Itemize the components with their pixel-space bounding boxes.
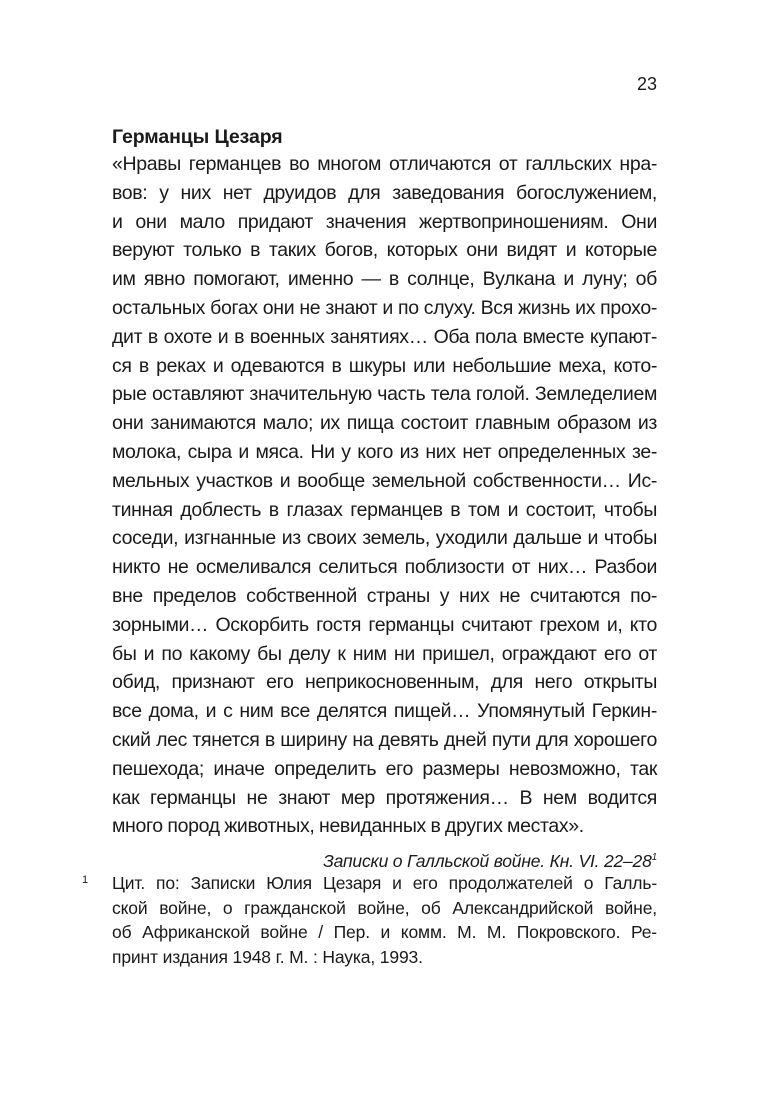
footnote (82, 871, 657, 969)
quote-line: ский лес тянется в ширину на девять дней пути для хорошего (112, 728, 657, 751)
quote-line: вов: у них нет друидов для заведования богослужением, (112, 181, 657, 204)
footnote-reference[interactable]: 1 (651, 852, 657, 864)
source-citation: Записки о Галльской войне. Кн. VI. 22–28 (323, 851, 652, 872)
quote-line: молока, сыра и мяса. Ни у кого из них нет определенных зе- (112, 440, 657, 463)
quote-line: остальных богах они не знают и по слуху. Вся жизнь их прохо- (112, 296, 657, 319)
quote-line: никто не осмеливался селиться поблизости от них… Разбои (112, 556, 657, 579)
quote-line: как германцы не знают мер протяжения… В нем водится (112, 786, 657, 809)
quote-line: и они мало придают значения жертвоприношениям. Они (112, 210, 657, 233)
quote-line: «Нравы германцев во многом отличаются от галльских нра- (112, 153, 657, 175)
footnote-line: Цит. по: Записки Юлия Цезаря и его продолжателей о Галль- (112, 873, 657, 893)
footnote-line: об Африканской войне / Пер. и комм. М. М. Покровского. Ре- (112, 922, 657, 942)
quote-line: ся в реках и одеваются в шкуры или небольшие меха, кото- (112, 354, 657, 377)
quote-line: обид, признают его неприкосновенным, для него открыты (112, 671, 657, 694)
footnote-line: ской войне, о гражданской войне, об Александрийской войне, (112, 897, 657, 918)
quote-line: веруют только в таких богов, которых они видят и которые (112, 239, 657, 262)
footnote-marker: 1 (82, 874, 89, 886)
quote-line: рые оставляют значительную часть тела голой. Земледелием (112, 383, 657, 406)
section-heading: Германцы Цезаря (112, 126, 283, 148)
footnote-line: принт издания 1948 г. М. : Наука, 1993. (112, 946, 423, 967)
quote-line: все дома, и с ним все делятся пищей… Упомянутый Геркин- (112, 700, 657, 723)
quote-line: бы и по какому бы делу к ним ни пришел, ограждают его от (112, 642, 657, 665)
quote-line: зорными… Оскорбить гостя германцы считают грехом и, кто (112, 613, 657, 636)
quote-line: им явно помогают, именно — в солнце, Вулкана и луну; об (112, 268, 657, 291)
quote-block (112, 150, 657, 841)
quote-line: много пород животных, невиданных в других местах». (112, 815, 584, 838)
quote-line: пешехода; иначе определить его размеры невозможно, так (112, 757, 657, 780)
page-number: 23 (636, 74, 657, 94)
quote-line: соседи, изгнанные из своих земель, уходили дальше и чтобы (112, 527, 657, 550)
quote-line: тинная доблесть в глазах германцев в том и состоит, чтобы (112, 498, 657, 521)
quote-line: дит в охоте и в военных занятиях… Оба пола вместе купают- (112, 325, 657, 348)
quote-source (112, 849, 657, 873)
quote-line: мельных участков и вообще земельной собственности… Ис- (112, 469, 657, 492)
quote-line: вне пределов собственной страны у них не считаются по- (112, 584, 657, 607)
main-content (112, 124, 657, 873)
footnote-text (112, 871, 657, 969)
quote-line: они занимаются мало; их пища состоит главным образом из (112, 412, 657, 435)
